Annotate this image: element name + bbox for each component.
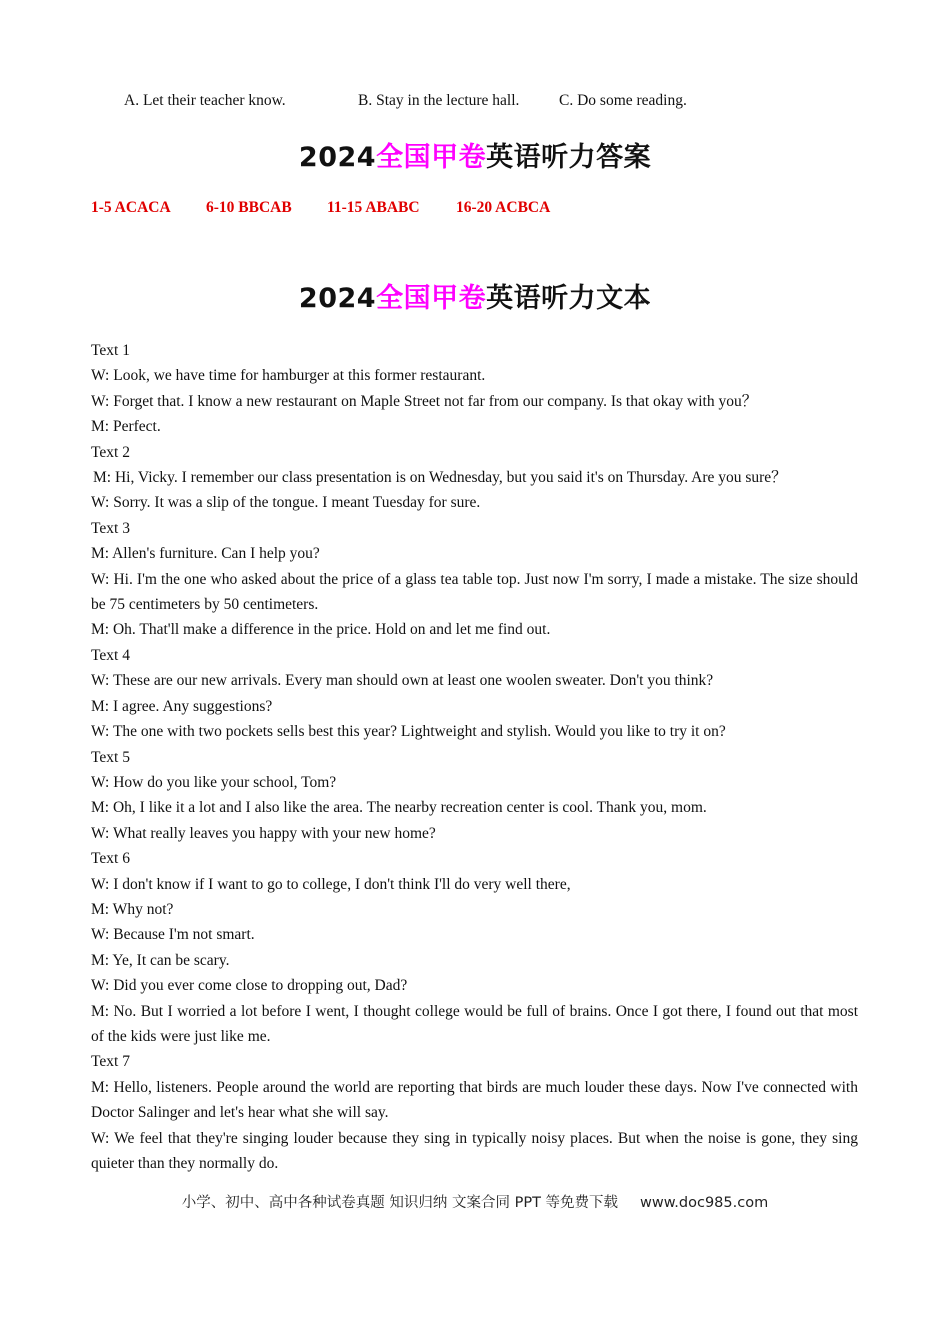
text-section-label: Text 2 bbox=[91, 443, 130, 461]
dialogue-line: W: These are our new arrivals. Every man should own at least one woolen sweater. Don't you think? bbox=[91, 672, 714, 690]
dialogue-line: M: Perfect. bbox=[91, 418, 161, 436]
answer-heading-year: 2024 bbox=[298, 142, 377, 173]
dialogue-line: M: Allen's furniture. Can I help you? bbox=[91, 545, 320, 563]
dialogue-line: M: Hi, Vicky. I remember our class presentation is on Wednesday, but you said it's on Thursday. Are you sure？ bbox=[93, 469, 787, 487]
footer-text: 小学、初中、高中各种试卷真题 知识归纳 文案合同 PPT 等免费下载 bbox=[181, 1195, 619, 1211]
option-c: C. Do some reading. bbox=[559, 92, 687, 109]
dialogue-line: M: Oh, I like it a lot and I also like the area. The nearby recreation center is cool. Thank you, mom. bbox=[91, 799, 707, 817]
answer-heading bbox=[0, 135, 950, 174]
dialogue-line: W: Forget that. I know a new restaurant on Maple Street not far from our company. Is that okay with you？ bbox=[91, 392, 758, 410]
text-section-label: Text 4 bbox=[91, 646, 130, 664]
dialogue-line: W: We feel that they're singing louder because they sing in typically noisy places. But when the noise is gone, they sing quieter than they normally do. bbox=[91, 1129, 858, 1172]
option-b: B. Stay in the lecture hall. bbox=[358, 92, 520, 109]
text-section-label: Text 7 bbox=[91, 1053, 130, 1071]
dialogue-line: M: Why not? bbox=[91, 900, 174, 918]
text-section-label: Text 3 bbox=[91, 519, 130, 537]
transcript-body bbox=[91, 338, 858, 1176]
transcript-heading-highlight: 全国甲卷 bbox=[376, 283, 487, 314]
transcript-heading-year: 2024 bbox=[298, 283, 377, 314]
dialogue-line: W: I don't know if I want to go to college, I don't think I'll do very well there, bbox=[91, 875, 571, 893]
dialogue-line: W: The one with two pockets sells best this year? Lightweight and stylish. Would you like to try it on? bbox=[91, 723, 726, 741]
footer-url: www.doc985.com bbox=[640, 1195, 769, 1211]
transcript-heading-suffix: 英语听力文本 bbox=[486, 283, 652, 314]
answer-group: 11-15 ABABC bbox=[327, 199, 420, 216]
dialogue-line: M: Oh. That'll make a difference in the price. Hold on and let me find out. bbox=[91, 621, 551, 639]
dialogue-line: M: No. But I worried a lot before I went, I thought college would be full of brains. Once I got there, I found out that most of the kids were just like me. bbox=[91, 1002, 858, 1045]
dialogue-line: M: I agree. Any suggestions? bbox=[91, 697, 273, 715]
answer-group: 16-20 ACBCA bbox=[456, 199, 551, 216]
dialogue-line: W: Sorry. It was a slip of the tongue. I meant Tuesday for sure. bbox=[91, 494, 481, 512]
answer-heading-highlight: 全国甲卷 bbox=[376, 142, 487, 173]
answer-group: 6-10 BBCAB bbox=[206, 199, 292, 216]
text-section-label: Text 5 bbox=[91, 748, 130, 766]
dialogue-line: W: What really leaves you happy with your new home? bbox=[91, 824, 436, 842]
answer-group: 1-5 ACACA bbox=[91, 199, 171, 216]
option-a: A. Let their teacher know. bbox=[124, 92, 286, 109]
dialogue-line: W: Because I'm not smart. bbox=[91, 926, 255, 944]
dialogue-line: W: Hi. I'm the one who asked about the price of a glass tea table top. Just now I'm sorry, I made a mistake. The size should be 75 centimeters by 50 centimeters. bbox=[91, 570, 858, 614]
transcript-heading bbox=[0, 276, 950, 315]
footer bbox=[0, 1191, 950, 1212]
dialogue-line: W: How do you like your school, Tom? bbox=[91, 773, 337, 791]
dialogue-line: W: Look, we have time for hamburger at this former restaurant. bbox=[91, 367, 486, 385]
dialogue-line: M: Hello, listeners. People around the world are reporting that birds are much louder these days. Now I've connected with Doctor Salinger and let's hear what she will say. bbox=[91, 1078, 858, 1122]
text-section-label: Text 6 bbox=[91, 850, 130, 868]
text-section-label: Text 1 bbox=[91, 342, 130, 359]
answer-heading-suffix: 英语听力答案 bbox=[486, 142, 652, 173]
dialogue-line: W: Did you ever come close to dropping out, Dad? bbox=[91, 977, 408, 995]
dialogue-line: M: Ye, It can be scary. bbox=[91, 951, 230, 969]
